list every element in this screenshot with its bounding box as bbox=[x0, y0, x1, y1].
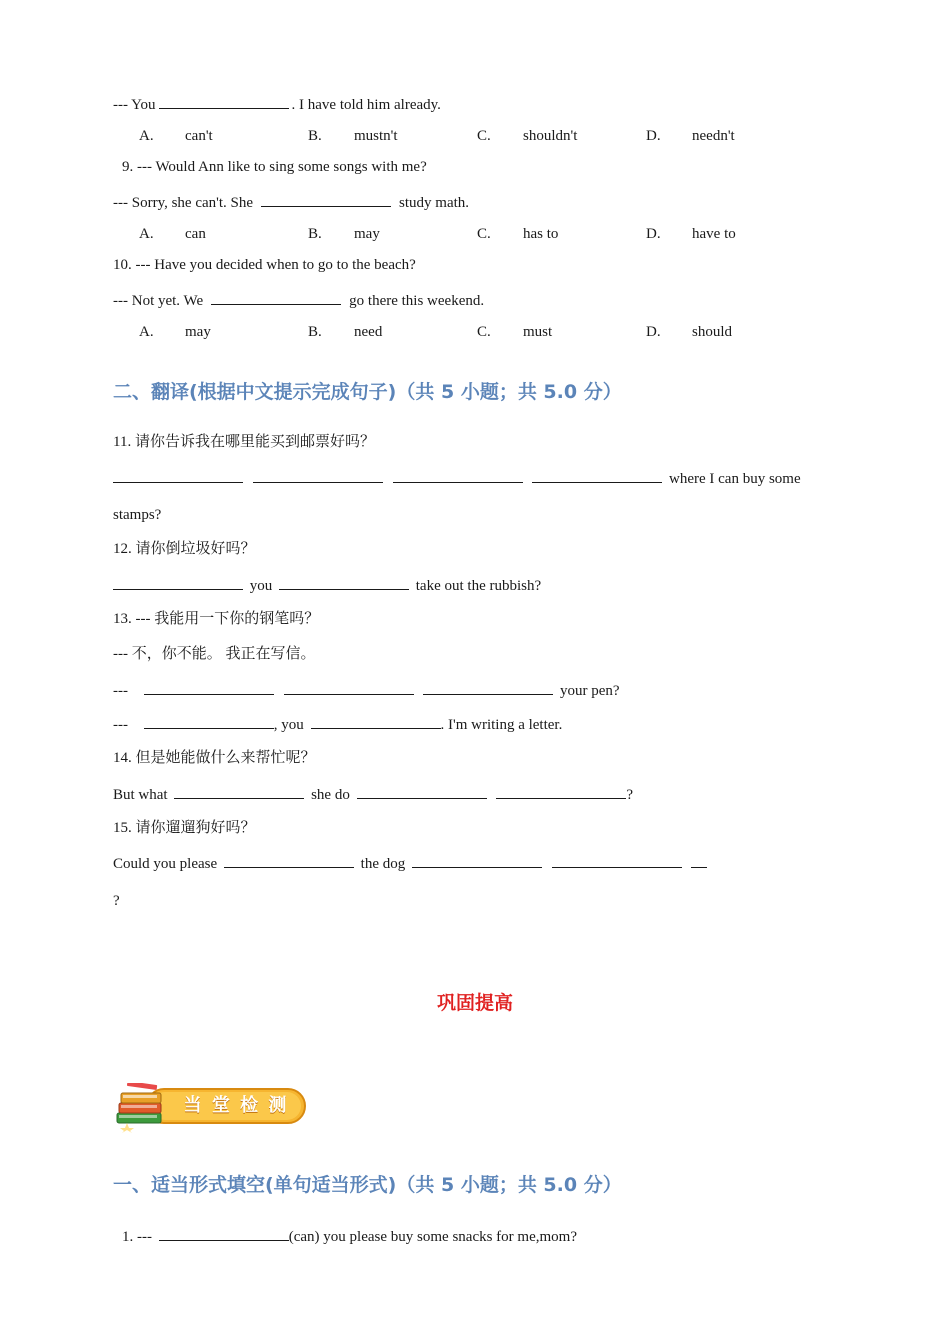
option-b-letter: B. bbox=[308, 128, 322, 144]
option-a-letter: A. bbox=[139, 324, 154, 340]
q15-answer-line: Could you please the dog bbox=[113, 853, 710, 874]
answer-blank[interactable] bbox=[284, 680, 414, 695]
option-d-letter: D. bbox=[646, 226, 661, 242]
answer-blank[interactable] bbox=[224, 853, 354, 868]
option-b-text[interactable]: may bbox=[354, 226, 380, 242]
option-d-text[interactable]: needn't bbox=[692, 128, 735, 144]
section-heading-translation: 二、翻译(根据中文提示完成句子)（共 5 小题；共 5.0 分） bbox=[113, 381, 622, 403]
q13-reply-cn: --- 不，你不能。 我正在写信。 bbox=[113, 646, 316, 662]
answer-blank[interactable] bbox=[261, 192, 391, 207]
answer-blank[interactable] bbox=[311, 714, 441, 729]
option-c-text[interactable]: must bbox=[523, 324, 553, 340]
q14-prompt: 14. 但是她能做什么来帮忙呢？ bbox=[113, 750, 316, 766]
q15-continuation: ? bbox=[113, 893, 120, 909]
q11-continuation: stamps? bbox=[113, 507, 162, 523]
answer-blank[interactable] bbox=[144, 714, 274, 729]
q12-answer-line: you take out the rubbish? bbox=[110, 575, 541, 596]
option-a-text[interactable]: can bbox=[185, 226, 206, 242]
q12-prompt: 12. 请你倒垃圾好吗？ bbox=[113, 541, 256, 557]
option-d-letter: D. bbox=[646, 324, 661, 340]
answer-blank[interactable] bbox=[159, 1226, 289, 1241]
q13-prompt: 13. --- 我能用一下你的钢笔吗？ bbox=[113, 611, 320, 627]
answer-blank[interactable] bbox=[412, 853, 542, 868]
option-b-text[interactable]: need bbox=[354, 324, 383, 340]
option-a-text[interactable]: can't bbox=[185, 128, 213, 144]
option-d-text[interactable]: should bbox=[692, 324, 733, 340]
answer-blank[interactable] bbox=[211, 290, 341, 305]
option-d-text[interactable]: have to bbox=[692, 226, 736, 242]
q10-question: 10. --- Have you decided when to go to the beach? bbox=[113, 257, 416, 273]
q13-answer-line-2: --- , you . I'm writing a letter. bbox=[113, 714, 562, 735]
option-c-text[interactable]: has to bbox=[523, 226, 559, 242]
q9-question: 9. --- Would Ann like to sing some songs with me? bbox=[122, 159, 427, 175]
consolidate-title: 巩固提高 bbox=[436, 992, 513, 1014]
q9-answer-line: --- Sorry, she can't. She study math. bbox=[113, 192, 469, 213]
q8-answer-line: --- You . I have told him already. bbox=[113, 94, 441, 115]
q11-answer-line: where I can buy some bbox=[110, 468, 801, 489]
option-b-letter: B. bbox=[308, 324, 322, 340]
q13-answer-line-1: --- your pen? bbox=[113, 680, 620, 701]
badge-label: 当 堂 检 测 bbox=[183, 1095, 289, 1116]
answer-blank[interactable] bbox=[393, 468, 523, 483]
answer-blank[interactable] bbox=[691, 853, 707, 868]
option-a-letter: A. bbox=[139, 128, 154, 144]
answer-blank[interactable] bbox=[496, 784, 626, 799]
option-b-letter: B. bbox=[308, 226, 322, 242]
option-a-letter: A. bbox=[139, 226, 154, 242]
answer-blank[interactable] bbox=[279, 575, 409, 590]
answer-blank[interactable] bbox=[423, 680, 553, 695]
answer-blank[interactable] bbox=[144, 680, 274, 695]
answer-blank[interactable] bbox=[253, 468, 383, 483]
option-d-letter: D. bbox=[646, 128, 661, 144]
answer-blank[interactable] bbox=[174, 784, 304, 799]
q15-prompt: 15. 请你遛遛狗好吗？ bbox=[113, 820, 256, 836]
s3-q1-line: 1. --- (can) you please buy some snacks for me,mom? bbox=[122, 1226, 577, 1247]
answer-blank[interactable] bbox=[113, 575, 243, 590]
option-c-letter: C. bbox=[477, 324, 491, 340]
q10-answer-line: --- Not yet. We go there this weekend. bbox=[113, 290, 484, 311]
answer-blank[interactable] bbox=[552, 853, 682, 868]
section-heading-fill-in: 一、适当形式填空(单句适当形式)（共 5 小题；共 5.0 分） bbox=[113, 1174, 622, 1196]
q14-answer-line: But what she do ? bbox=[113, 784, 633, 805]
option-a-text[interactable]: may bbox=[185, 324, 211, 340]
answer-blank[interactable] bbox=[113, 468, 243, 483]
option-c-letter: C. bbox=[477, 226, 491, 242]
answer-blank[interactable] bbox=[159, 94, 289, 109]
option-b-text[interactable]: mustn't bbox=[354, 128, 398, 144]
q11-prompt: 11. 请你告诉我在哪里能买到邮票好吗？ bbox=[113, 434, 375, 450]
option-c-letter: C. bbox=[477, 128, 491, 144]
answer-blank[interactable] bbox=[532, 468, 662, 483]
option-c-text[interactable]: shouldn't bbox=[523, 128, 578, 144]
in-class-test-badge bbox=[113, 1083, 309, 1133]
answer-blank[interactable] bbox=[357, 784, 487, 799]
